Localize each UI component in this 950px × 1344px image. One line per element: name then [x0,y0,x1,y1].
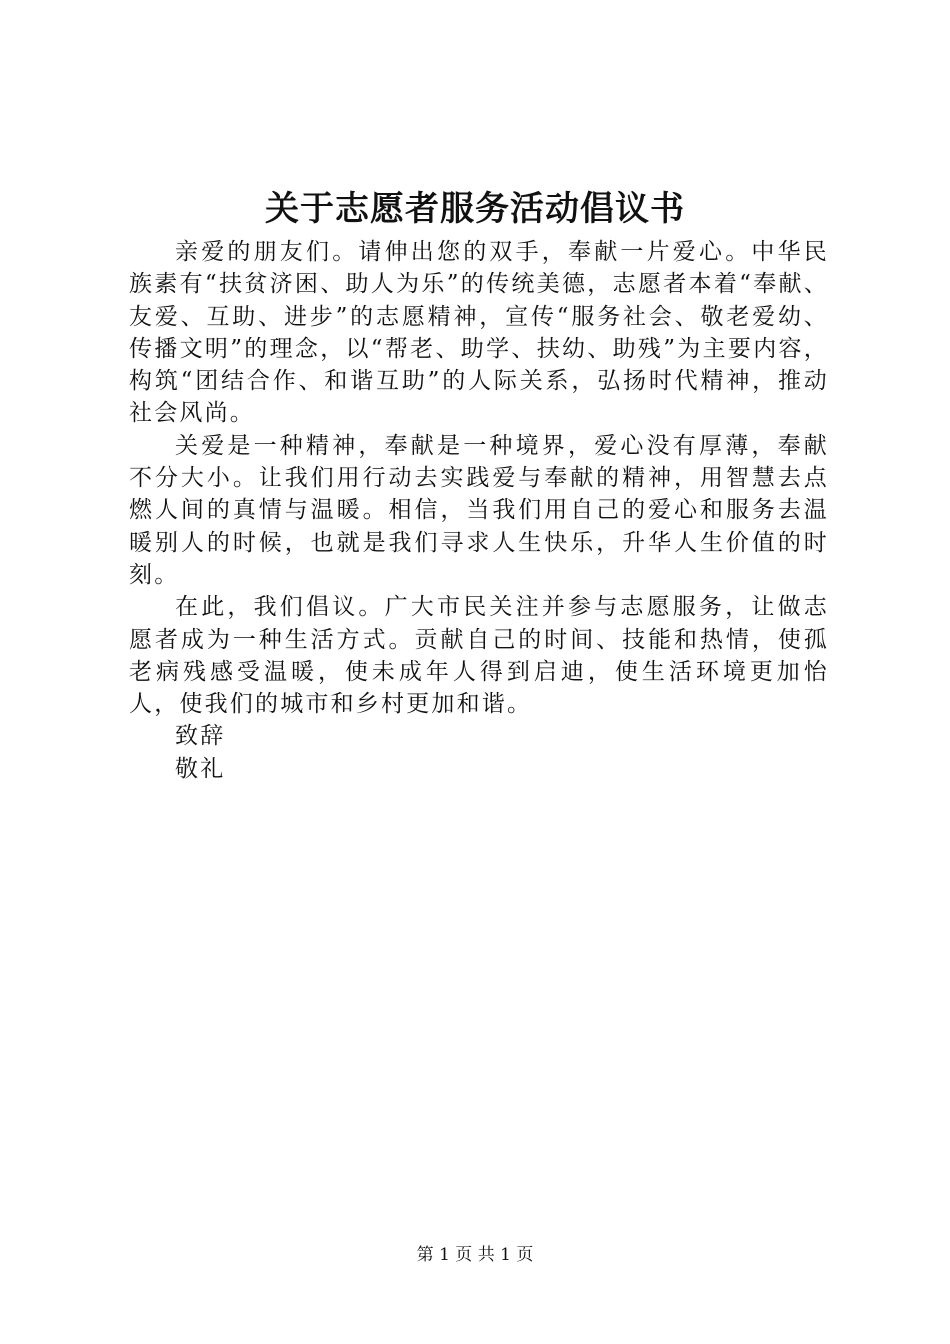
page-footer: 第 1 页 共 1 页 [416,1245,534,1265]
paragraph-3: 在此，我们倡议。广大市民关注并参与志愿服务，让做志愿者成为一种生活方式。贡献自己的时间、技能和热情，使孤老病残感受温暖，使未成年人得到启迪，使生活环境更加怡人，使我们的城市和乡村更加和谐。 [129,594,829,718]
paragraph-2: 关爱是一种精神，奉献是一种境界，爱心没有厚薄，奉献不分大小。让我们用行动去实践爱与奉献的精神，用智慧去点燃人间的真情与温暖。相信，当我们用自己的爱心和服务去温暖别人的时候，也就是我们寻求人生快乐，升华人生价值的时刻。 [129,432,829,588]
document-title: 关于志愿者服务活动倡议书 [265,189,685,229]
paragraph-1: 亲爱的朋友们。请伸出您的双手，奉献一片爱心。中华民族素有“扶贫济困、助人为乐”的传统美德，志愿者本着“奉献、友爱、互助、进步”的志愿精神，宣传“服务社会、敬老爱幼、传播文明”的理念，以“帮老、助学、扶幼、助残”为主要内容，构筑“团结合作、和谐互助”的人际关系，弘扬时代精神，推动社会风尚。 [129,239,829,427]
document-body [129,236,829,785]
closing-regards: 致辞 [175,723,226,750]
closing-salute: 敬礼 [175,755,226,782]
